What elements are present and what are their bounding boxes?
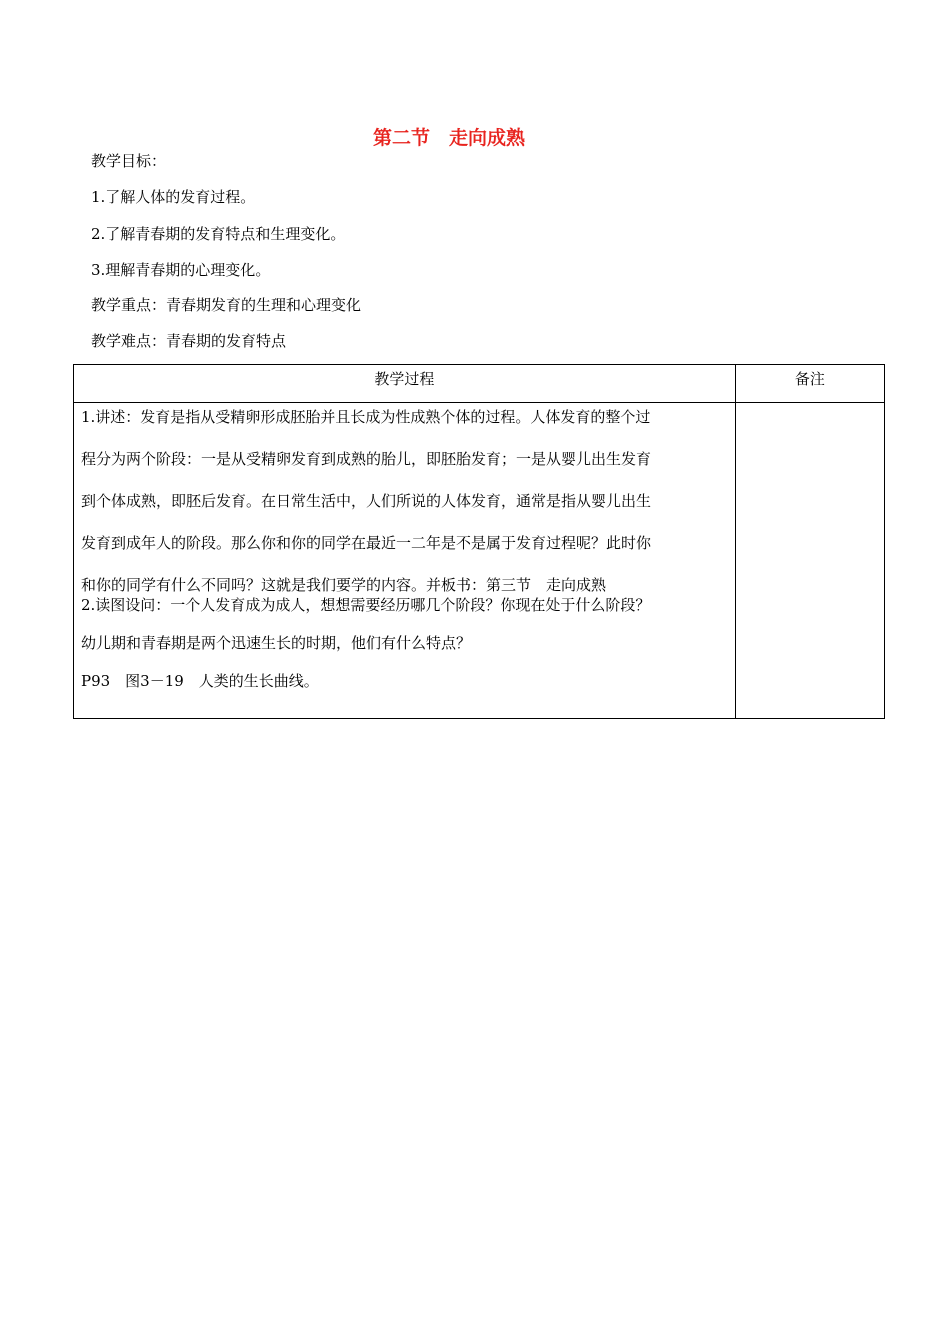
teaching-table [73, 364, 885, 719]
goals-heading: 教学目标： [91, 152, 167, 170]
process-line: 到个体成熟，即胚后发育。在日常生活中，人们所说的人体发育，通常是指从婴儿出生 [81, 492, 652, 510]
table-header-row [74, 365, 885, 403]
page-title: 第二节 走向成熟 [372, 127, 525, 149]
process-line: 发育到成年人的阶段。那么你和你的同学在最近一二年是不是属于发育过程呢？此时你 [81, 534, 652, 552]
difficult-point: 教学难点：青春期的发育特点 [91, 332, 287, 350]
process-line: 程分为两个阶段：一是从受精卵发育到成熟的胎儿，即胚胎发育；一是从婴儿出生发育 [81, 450, 652, 468]
process-line: 和你的同学有什么不同吗？这就是我们要学的内容。并板书：第三节 走向成熟 [81, 576, 607, 594]
process-line: 幼儿期和青春期是两个迅速生长的时期，他们有什么特点？ [81, 634, 472, 652]
goal-item: 1.了解人体的发育过程。 [91, 188, 256, 206]
process-cell [74, 403, 736, 719]
process-line: 2.读图设问：一个人发育成为成人，想想需要经历哪几个阶段？你现在处于什么阶段？ [81, 596, 651, 614]
key-point: 教学重点：青春期发育的生理和心理变化 [91, 296, 362, 314]
notes-header: 备注 [735, 365, 884, 403]
process-line: P93 图3－19 人类的生长曲线。 [81, 672, 319, 690]
process-header: 教学过程 [74, 365, 736, 403]
goal-item: 2.了解青春期的发育特点和生理变化。 [91, 225, 346, 243]
table-row [74, 403, 885, 719]
notes-cell [735, 403, 884, 719]
goal-item: 3.理解青春期的心理变化。 [91, 261, 271, 279]
process-line: 1.讲述：发育是指从受精卵形成胚胎并且长成为性成熟个体的过程。人体发育的整个过 [81, 408, 651, 426]
